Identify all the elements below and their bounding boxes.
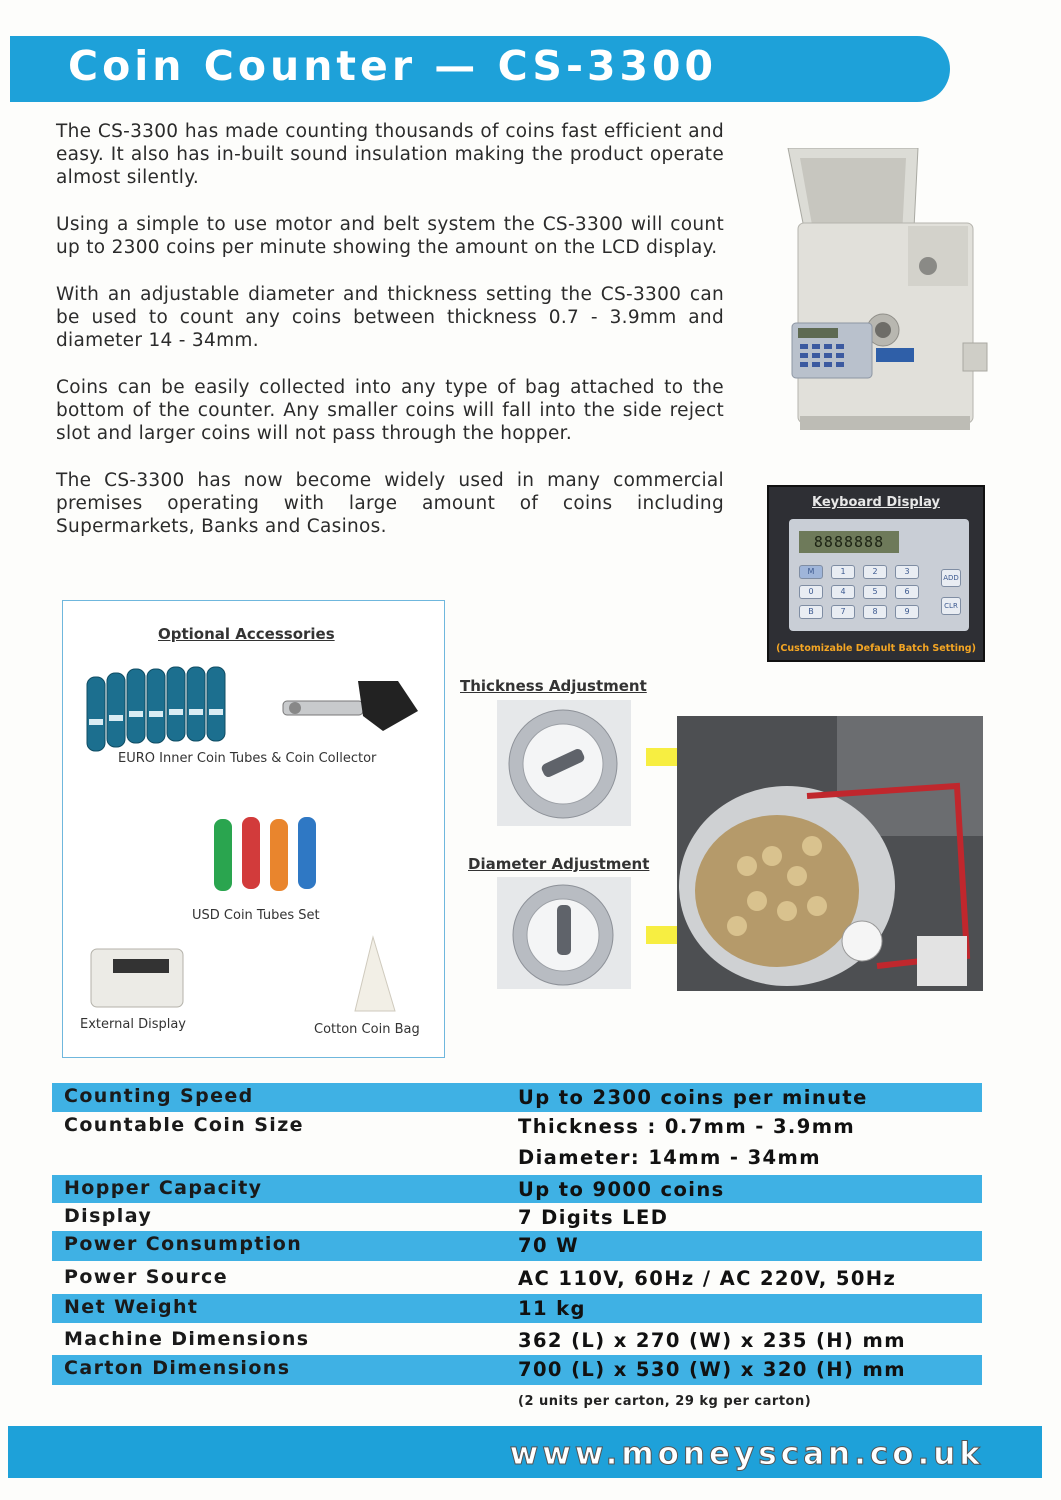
spec-label: Power Consumption (64, 1233, 303, 1255)
spec-value: Up to 9000 coins (518, 1178, 725, 1201)
spec-label: Counting Speed (64, 1085, 254, 1107)
keypad-keys (799, 565, 919, 619)
thickness-adjustment-title: Thickness Adjustment (460, 677, 647, 695)
spec-row (52, 1175, 982, 1203)
keypad-key: M (799, 565, 823, 579)
specifications-table (52, 1083, 982, 1385)
clear-key: CLR (941, 597, 961, 615)
spec-row (52, 1231, 982, 1261)
usd-coin-tubes-image (208, 815, 328, 893)
euro-coin-tubes-image (83, 663, 233, 753)
spec-label: Power Source (64, 1266, 228, 1288)
optional-accessories-box (62, 600, 445, 1058)
spec-value: 70 W (518, 1234, 580, 1257)
accessory-label: External Display (80, 1017, 186, 1032)
spec-value: Diameter: 14mm - 34mm (518, 1146, 821, 1169)
keyboard-display-panel (767, 485, 985, 662)
coin-collector-image (273, 671, 423, 741)
intro-paragraph: Coins can be easily collected into any type of bag attached to the bottom of the counter. Any smaller coins will fall into the side reject slot and larger coins will not pass through the hopper. (56, 377, 724, 444)
external-display-image (87, 945, 187, 1015)
spec-value: 7 Digits LED (518, 1206, 669, 1229)
diameter-dial-image (497, 877, 631, 989)
spec-value: AC 110V, 60Hz / AC 220V, 50Hz (518, 1267, 897, 1290)
keypad-key: 1 (831, 565, 855, 579)
accessories-title: Optional Accessories (158, 625, 335, 643)
spec-label: Carton Dimensions (64, 1357, 291, 1379)
intro-paragraph: With an adjustable diameter and thickness setting the CS-3300 can be used to count any coins between thickness 0.7 - 3.9mm and diameter 14 - 34mm. (56, 284, 724, 351)
keypad-key: 6 (895, 585, 919, 599)
keyboard-display-title: Keyboard Display (812, 495, 940, 510)
spec-label: Net Weight (64, 1296, 199, 1318)
cotton-coin-bag-image (343, 935, 403, 1015)
keypad-key: 3 (895, 565, 919, 579)
carton-note: (2 units per carton, 29 kg per carton) (518, 1394, 812, 1409)
keypad-key: 2 (863, 565, 887, 579)
spec-value: 362 (L) x 270 (W) x 235 (H) mm (518, 1329, 906, 1352)
accessory-label: EURO Inner Coin Tubes & Coin Collector (118, 751, 377, 766)
spec-value: 11 kg (518, 1297, 586, 1320)
intro-paragraph: The CS-3300 has made counting thousands of coins fast efficient and easy. It also has in-built sound insulation making the product operate almost silently. (56, 121, 724, 188)
spec-label: Display (64, 1205, 153, 1227)
accessory-label: Cotton Coin Bag (314, 1022, 420, 1037)
spec-value: Up to 2300 coins per minute (518, 1086, 868, 1109)
machine-interior-image (677, 716, 983, 991)
accessory-label: USD Coin Tubes Set (192, 908, 320, 923)
spec-row (52, 1083, 982, 1112)
lcd-readout: 8888888 (799, 531, 899, 553)
diameter-adjustment-title: Diameter Adjustment (468, 855, 650, 873)
add-key: ADD (941, 569, 961, 587)
intro-text (56, 120, 724, 562)
page-title: Coin Counter — CS-3300 (68, 42, 718, 90)
keypad-key: 9 (895, 605, 919, 619)
keyboard-display-caption: (Customizable Default Batch Setting) (776, 643, 976, 654)
keypad-key: 4 (831, 585, 855, 599)
website-url[interactable]: www.moneyscan.co.uk (509, 1436, 984, 1472)
intro-paragraph: The CS-3300 has now become widely used in many commercial premises operating with large amount of coins including Supermarkets, Banks and Casinos. (56, 470, 724, 537)
thickness-dial-image (497, 700, 631, 826)
spec-row (52, 1261, 982, 1294)
keypad (789, 519, 969, 631)
keypad-key: 8 (863, 605, 887, 619)
keypad-key: 7 (831, 605, 855, 619)
footer-banner (8, 1426, 1042, 1478)
spec-label: Hopper Capacity (64, 1177, 263, 1199)
spec-row (52, 1112, 982, 1175)
spec-row (52, 1355, 982, 1385)
keypad-key: 5 (863, 585, 887, 599)
coin-counter-product-image (778, 148, 988, 434)
spec-row (52, 1294, 982, 1323)
spec-row (52, 1323, 982, 1355)
intro-paragraph: Using a simple to use motor and belt system the CS-3300 will count up to 2300 coins per minute showing the amount on the LCD display. (56, 214, 724, 258)
spec-row (52, 1203, 982, 1231)
keypad-key: B (799, 605, 823, 619)
spec-label: Countable Coin Size (64, 1114, 304, 1136)
title-banner (10, 36, 950, 102)
keypad-key: 0 (799, 585, 823, 599)
spec-value: Thickness : 0.7mm - 3.9mm (518, 1115, 856, 1138)
spec-label: Machine Dimensions (64, 1328, 310, 1350)
spec-value: 700 (L) x 530 (W) x 320 (H) mm (518, 1358, 906, 1381)
